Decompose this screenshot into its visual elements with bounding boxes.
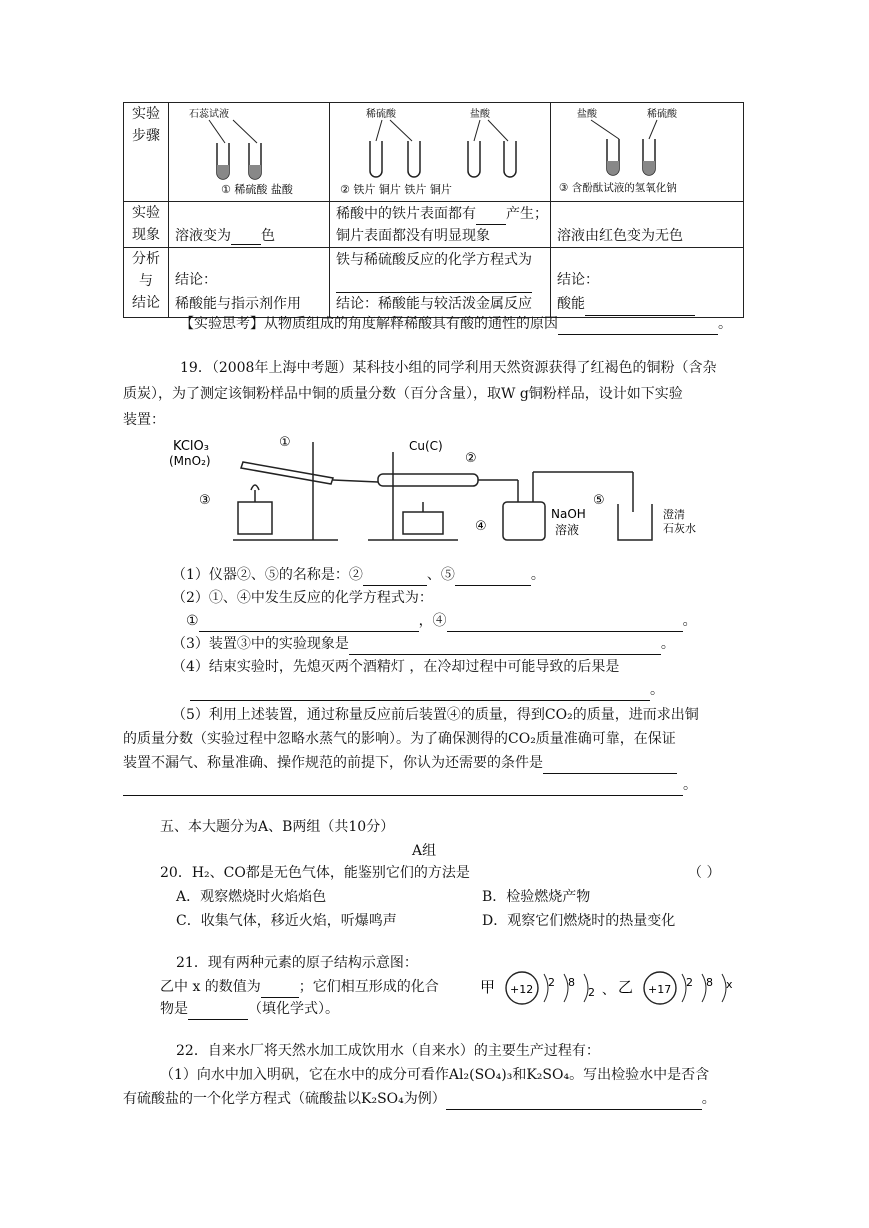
q19-part2: （2）①、④中发生反应的化学方程式为： <box>172 590 433 606</box>
q19-part4-blank <box>190 679 664 701</box>
svg-text:、: 、 <box>602 983 616 998</box>
q21-line3 <box>160 998 339 1020</box>
text: 铁与稀硫酸反应的化学方程式为 <box>336 252 532 268</box>
mno2-label: (MnO₂) <box>169 454 211 468</box>
answer-blank[interactable] <box>558 320 718 335</box>
text: （3）装置③中的实验现象是 <box>172 636 349 652</box>
q19-part1 <box>172 564 545 586</box>
text: 乙中 x 的数值为 <box>160 979 261 995</box>
cuc-label: Cu(C) <box>409 439 443 453</box>
text: 装置不漏气、称量准确、操作规范的前提下，你认为还需要的条件是 <box>123 755 543 771</box>
text: 。 <box>530 567 545 583</box>
text: 溶液变为 <box>175 228 231 244</box>
q19-part4: （4）结束实验时，先熄灭两个酒精灯 ，在冷却过程中可能导致的后果是 <box>172 659 620 675</box>
q21-stem: 21．现有两种元素的原子结构示意图： <box>176 955 418 971</box>
limewater-label: 石灰水 <box>663 522 696 535</box>
text: 。 <box>683 777 697 793</box>
q19-part5-line1: （5）利用上述装置，通过称量反应前后装置④的质量，得到CO₂的质量，进而求出铜 <box>172 707 699 723</box>
label-text: 与 <box>139 273 153 289</box>
test-tubes-figure-2 <box>330 103 550 197</box>
electron-count: 8 <box>568 976 575 989</box>
step-cell-3 <box>551 103 744 202</box>
row-label-conclusion <box>124 248 169 318</box>
answer-blank[interactable] <box>476 210 506 225</box>
atomic-structure-diagrams <box>478 966 740 1010</box>
text: 。 <box>701 1091 716 1107</box>
conclusion-1 <box>169 248 330 318</box>
text: 酸能 <box>557 296 585 312</box>
q19-part5-line3 <box>123 752 677 774</box>
label-yi: 乙 <box>618 978 634 996</box>
q20-answer-paren[interactable]: （ ） <box>688 865 721 881</box>
label-text: 现象 <box>132 227 160 243</box>
text: ，④ <box>418 613 447 629</box>
phenomenon-3 <box>551 202 744 248</box>
apparatus-number: ④ <box>475 519 487 534</box>
step-cell-2 <box>330 103 551 202</box>
text: 。 <box>660 636 675 652</box>
q22-part1-line1: （1）向水中加入明矾，它在水中的成分可看作Al₂(SO₄)₃和K₂SO₄。写出检验水中是否含 <box>160 1067 710 1083</box>
group-title: A组 <box>412 843 437 859</box>
label-text: 实验 <box>132 205 160 221</box>
text: ；它们相互形成的化合 <box>298 979 439 995</box>
equation-blank[interactable] <box>199 617 419 632</box>
q20-option-d[interactable]: D．观察它们燃烧时的热量变化 <box>482 913 676 929</box>
figure-label: 石蕊试液 <box>189 109 229 120</box>
q20-option-a[interactable]: A．观察燃烧时火焰焰色 <box>176 889 327 905</box>
experiment-think <box>180 313 732 335</box>
text: 溶液由红色变为无色 <box>557 228 683 244</box>
apparatus-diagram <box>163 432 723 552</box>
text: 、⑤ <box>426 567 455 583</box>
q22-stem: 22．自来水厂将天然水加工成饮用水（自来水）的主要生产过程有： <box>176 1043 600 1059</box>
q19-part3 <box>172 633 675 655</box>
figure-caption: ③ 含酚酞试液的氢氧化钠 <box>559 182 677 194</box>
q21-line2 <box>160 976 439 998</box>
figure-caption: ① 稀硫酸 盐酸 <box>221 183 293 196</box>
electron-count: x <box>726 978 733 991</box>
label-text: 分析 <box>132 251 160 267</box>
phenomenon-2 <box>330 202 551 248</box>
q19-part5-line2: 的质量分数（实验过程中忽略水蒸气的影响）。为了确保测得的CO₂质量准确可靠，在保证 <box>123 731 676 747</box>
q20-option-b[interactable]: B．检验燃烧产物 <box>482 889 591 905</box>
apparatus-number: ② <box>465 451 477 466</box>
section-title: 五、本大题分为A、B两组（共10分） <box>160 819 395 835</box>
text: 。 <box>718 316 732 332</box>
label-text: 步骤 <box>132 128 160 144</box>
row-label-steps <box>124 103 169 202</box>
text: 物是 <box>160 1001 188 1017</box>
limewater-label: 澄清 <box>663 508 685 521</box>
naoh-label: NaOH <box>551 507 586 521</box>
apparatus-number: ① <box>279 435 291 450</box>
row-label-phenomenon <box>124 202 169 248</box>
text: 【实验思考】从物质组成的角度解释稀酸具有酸的通性的原因 <box>180 316 558 332</box>
text: 结论： <box>175 272 217 288</box>
q20-option-c[interactable]: C．收集气体，移近火焰，听爆鸣声 <box>176 913 397 929</box>
kclo3-label: KClO₃ <box>173 439 209 454</box>
experiment-table <box>123 102 744 318</box>
answer-blank[interactable] <box>455 571 531 586</box>
naoh-label: 溶液 <box>555 523 580 537</box>
label-jia: 甲 <box>480 978 496 996</box>
nucleus-label: +12 <box>510 983 534 996</box>
answer-blank[interactable] <box>543 759 677 774</box>
equation-blank[interactable] <box>446 1095 702 1110</box>
answer-blank[interactable] <box>363 571 427 586</box>
answer-blank[interactable] <box>349 640 661 655</box>
text: 结论：稀酸能与较活泼金属反应 <box>336 296 532 312</box>
q19-part5-blank <box>123 774 697 796</box>
q19-stem-line1: 19．（2008年上海中考题）某科技小组的同学利用天然资源获得了红褐色的铜粉（含杂 <box>180 360 717 376</box>
q22-part1-line2 <box>123 1088 716 1110</box>
label-text: 实验 <box>132 106 160 122</box>
electron-count: 8 <box>706 976 713 989</box>
text: （1）仪器②、⑤的名称是：② <box>172 567 363 583</box>
conclusion-3 <box>551 248 744 318</box>
figure-label: 稀硫酸 <box>647 109 677 120</box>
answer-blank[interactable] <box>188 1005 248 1020</box>
answer-blank[interactable] <box>261 983 299 998</box>
electron-count: 2 <box>588 986 595 999</box>
electron-count: 2 <box>548 976 555 989</box>
test-tubes-figure-1 <box>169 103 329 197</box>
q19-part2-blanks <box>186 610 697 632</box>
text: 。 <box>650 682 664 698</box>
text: （填化学式）。 <box>248 1001 339 1017</box>
text: 结论： <box>557 272 599 288</box>
apparatus-number: ③ <box>199 493 211 508</box>
nucleus-label: +17 <box>648 983 672 996</box>
q19-stem-line2: 质炭），为了测定该铜粉样品中铜的质量分数（百分含量），取W g铜粉样品，设计如下实验 <box>123 386 683 402</box>
equation-blank[interactable] <box>336 278 532 293</box>
answer-blank[interactable] <box>123 781 683 796</box>
figure-label: 稀硫酸 <box>366 109 396 120</box>
q19-stem-line3: 装置： <box>123 412 165 428</box>
equation-blank[interactable] <box>447 617 683 632</box>
conclusion-2 <box>330 248 551 318</box>
answer-blank[interactable] <box>190 686 650 701</box>
figure-label: 盐酸 <box>470 109 490 120</box>
text: 稀酸能与指示剂作用 <box>175 296 301 312</box>
electron-count: 2 <box>686 976 693 989</box>
apparatus-number: ⑤ <box>593 493 605 508</box>
text: 。 <box>682 613 697 629</box>
text: 铜片表面都没有明显现象 <box>336 228 490 244</box>
text: 色 <box>261 228 275 244</box>
test-tubes-figure-3 <box>551 103 741 197</box>
label-text: 结论 <box>132 295 160 311</box>
q20-stem: 20．H₂、CO都是无色气体，能鉴别它们的方法是 <box>160 865 470 881</box>
text: 产生； <box>506 206 548 222</box>
step-cell-1 <box>169 103 330 202</box>
text: ① <box>186 613 199 629</box>
text: 稀酸中的铁片表面都有 <box>336 206 476 222</box>
figure-caption: ② 铁片 铜片 铁片 铜片 <box>340 183 452 196</box>
figure-label: 盐酸 <box>577 109 597 120</box>
phenomenon-1 <box>169 202 330 248</box>
text: 有硫酸盐的一个化学方程式（硫酸盐以K₂SO₄为例） <box>123 1091 446 1107</box>
answer-blank[interactable] <box>231 230 261 245</box>
